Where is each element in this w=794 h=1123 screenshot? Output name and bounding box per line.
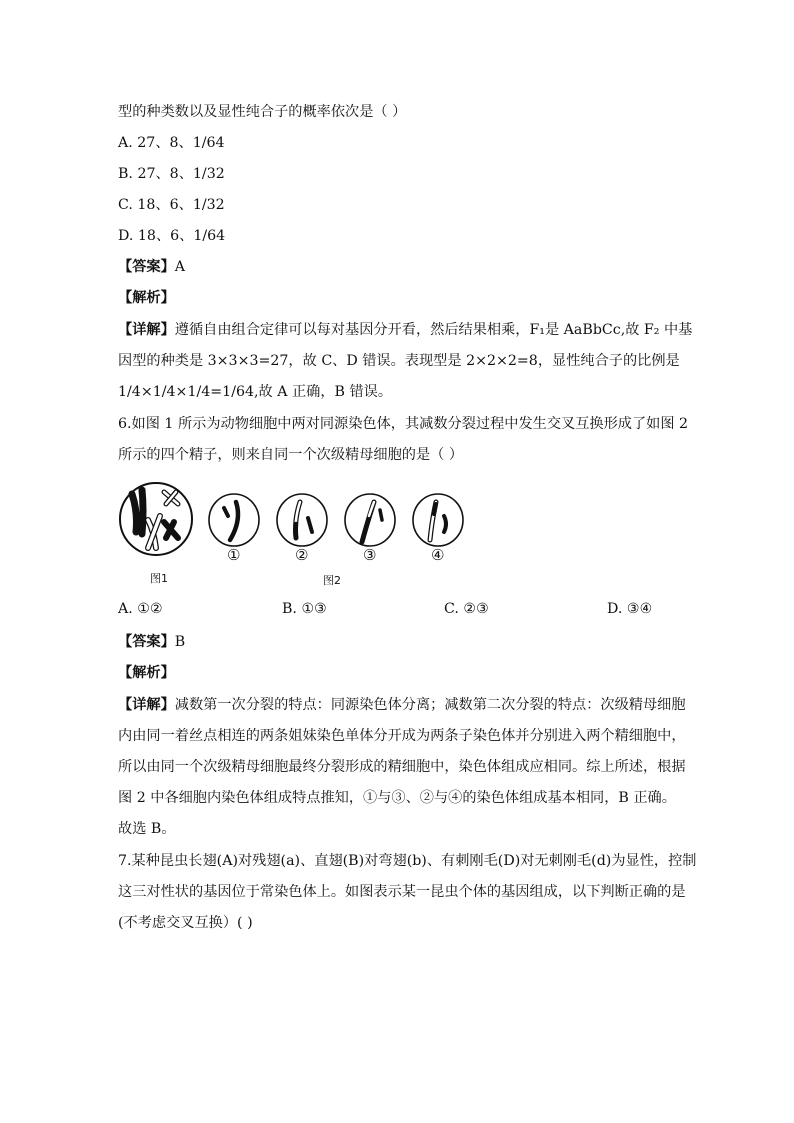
q6-detail-line-3: 所以由同一个次级精母细胞最终分裂形成的精细胞中，染色体组成应相同。综上所述，根据 [118,759,686,775]
chromosome-figure [118,480,478,590]
fig1-caption: 图1 [150,572,168,585]
q6-analysis-label: 【解析】 [118,665,175,681]
chromosome-figure-svg [118,480,478,590]
q5-detail-label: 【详解】 [118,322,175,338]
cell-label-2: ② [295,546,309,564]
q5-detail-line-2: 因型的种类是 3×3×3=27，故 C、D 错误。表现型是 2×2×2=8，显性纯合子的比例是 [118,353,680,369]
q5-option-a: A. 27、8、1/64 [118,135,225,151]
q5-analysis-label: 【解析】 [118,290,175,306]
q6-stem-line-1: 6.如图 1 所示为动物细胞中两对同源染色体，其减数分裂过程中发生交叉互换形成了如图 2 [118,416,689,432]
fig2-cell-1 [209,494,259,546]
q6-option-d: D. ③④ [607,601,653,617]
fig2-cell-2 [277,494,327,546]
q7-stem-line-3: (不考虑交叉互换）( ) [118,915,253,931]
q6-detail-line-1: 【详解】减数第一次分裂的特点：同源染色体分离；减数第二次分裂的特点：次级精母细胞 [118,697,686,713]
q5-answer-value: A [174,259,186,275]
q5-answer-label: 【答案】 [118,259,175,275]
q6-answer-value: B [174,634,186,650]
q5-stem-continuation: 型的种类数以及显性纯合子的概率依次是（ ） [118,104,407,120]
fig2-cell-4 [413,494,463,546]
q6-detail-line-4: 图 2 中各细胞内染色体组成特点推知，①与③、②与④的染色体组成基本相同，B 正确。 [118,790,676,806]
q6-option-c: C. ②③ [444,601,489,617]
q6-option-a: A. ①② [118,601,163,617]
cell-label-4: ④ [431,546,445,564]
fig2-caption: 图2 [323,574,341,587]
cell-label-3: ③ [363,546,377,564]
q7-stem-line-2: 这三对性状的基因位于常染色体上。如图表示某一昆虫个体的基因组成，以下判断正确的是 [118,884,686,900]
q6-detail-label: 【详解】 [118,697,175,713]
q6-detail-line-5: 故选 B。 [118,821,176,837]
q5-detail-line-3: 1/4×1/4×1/4=1/64,故 A 正确，B 错误。 [118,384,393,400]
fig2-cell-3 [345,494,395,546]
fig1-cell [120,483,192,555]
q6-answer-label: 【答案】 [118,634,175,650]
q6-stem-line-2: 所示的四个精子，则来自同一个次级精母细胞的是（ ） [118,447,464,463]
q5-detail-line-1: 【详解】遵循自由组合定律可以每对基因分开看，然后结果相乘，F₁是 AaBbCc,故 F₂ 中基 [118,322,693,338]
q5-option-b: B. 27、8、1/32 [118,166,225,182]
q7-stem-line-1: 7.某种昆虫长翅(A)对残翅(a)、直翅(B)对弯翅(b)、有刺刚毛(D)对无刺刚毛(d)为显性，控制 [118,853,697,869]
q5-option-c: C. 18、6、1/32 [118,197,225,213]
q6-option-b: B. ①③ [282,601,327,617]
q5-answer-line [118,257,678,277]
q6-answer-line [118,632,678,652]
q6-options [0,601,794,623]
q5-option-d: D. 18、6、1/64 [118,228,226,244]
cell-label-1: ① [227,546,241,564]
q6-detail-line-2: 内由同一着丝点相连的两条姐妹染色单体分开成为两条子染色体并分别进入两个精细胞中， [118,728,686,744]
